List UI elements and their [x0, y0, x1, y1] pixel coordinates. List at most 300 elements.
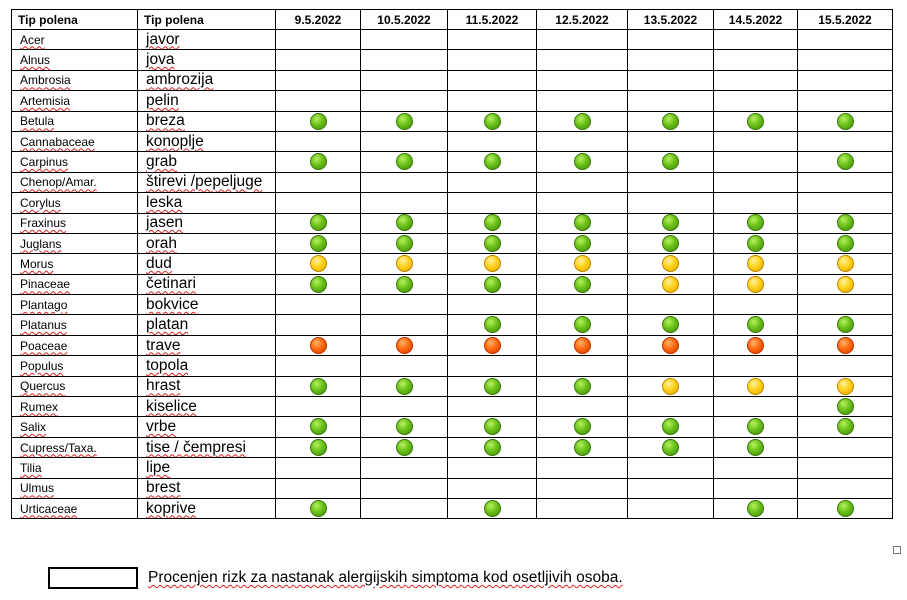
- risk-cell: [448, 111, 537, 131]
- pollen-latin-label: Pinaceae: [20, 277, 71, 292]
- risk-cell: [448, 91, 537, 111]
- risk-yellow-dot-icon: [662, 276, 679, 293]
- risk-cell: [537, 397, 628, 417]
- pollen-local-name: [138, 30, 276, 50]
- risk-cell: [361, 254, 448, 274]
- risk-green-dot-icon: [747, 418, 764, 435]
- risk-cell: [361, 193, 448, 213]
- pollen-latin-label: Corylus: [20, 195, 61, 210]
- risk-green-dot-icon: [837, 113, 854, 130]
- risk-cell: [798, 335, 893, 355]
- risk-green-dot-icon: [310, 378, 327, 395]
- table-row: [12, 315, 893, 335]
- risk-cell: [361, 437, 448, 457]
- risk-cell: [361, 111, 448, 131]
- pollen-latin-label: Fraxinus: [20, 216, 67, 231]
- risk-cell: [361, 498, 448, 518]
- risk-green-dot-icon: [484, 113, 501, 130]
- pollen-local-name: [138, 498, 276, 518]
- pollen-latin-name: [12, 376, 138, 396]
- risk-green-dot-icon: [396, 153, 413, 170]
- pollen-local-label: leska: [146, 193, 183, 211]
- risk-cell: [276, 335, 361, 355]
- pollen-latin-name: [12, 193, 138, 213]
- risk-yellow-dot-icon: [837, 378, 854, 395]
- risk-green-dot-icon: [310, 153, 327, 170]
- risk-cell: [361, 458, 448, 478]
- risk-green-dot-icon: [310, 235, 327, 252]
- pollen-latin-name: [12, 111, 138, 131]
- pollen-latin-label: Ambrosia: [20, 73, 71, 88]
- risk-cell: [798, 254, 893, 274]
- risk-green-dot-icon: [662, 113, 679, 130]
- risk-yellow-dot-icon: [662, 378, 679, 395]
- risk-cell: [276, 233, 361, 253]
- pollen-latin-name: [12, 335, 138, 355]
- risk-cell: [448, 397, 537, 417]
- pollen-latin-name: [12, 295, 138, 315]
- risk-cell: [448, 254, 537, 274]
- pollen-local-name: [138, 437, 276, 457]
- table-row: [12, 498, 893, 518]
- pollen-latin-label: Artemisia: [20, 93, 71, 108]
- risk-cell: [537, 193, 628, 213]
- risk-cell: [448, 315, 537, 335]
- risk-green-dot-icon: [837, 398, 854, 415]
- risk-cell: [628, 111, 714, 131]
- risk-cell: [448, 172, 537, 192]
- table-row: [12, 254, 893, 274]
- pollen-local-name: [138, 335, 276, 355]
- risk-yellow-dot-icon: [396, 255, 413, 272]
- pollen-local-label: lipe: [146, 458, 171, 476]
- risk-cell: [798, 30, 893, 50]
- risk-green-dot-icon: [837, 153, 854, 170]
- risk-cell: [628, 233, 714, 253]
- risk-cell: [628, 437, 714, 457]
- pollen-local-name: [138, 50, 276, 70]
- risk-green-dot-icon: [310, 214, 327, 231]
- risk-cell: [628, 335, 714, 355]
- risk-cell: [537, 315, 628, 335]
- pollen-local-name: [138, 131, 276, 151]
- risk-cell: [361, 91, 448, 111]
- pollen-latin-name: [12, 356, 138, 376]
- risk-cell: [448, 458, 537, 478]
- risk-green-dot-icon: [747, 439, 764, 456]
- risk-cell: [714, 111, 798, 131]
- risk-cell: [276, 458, 361, 478]
- risk-green-dot-icon: [484, 214, 501, 231]
- risk-cell: [276, 315, 361, 335]
- pollen-latin-name: [12, 213, 138, 233]
- pollen-table: [11, 9, 893, 519]
- pollen-local-name: [138, 356, 276, 376]
- risk-yellow-dot-icon: [837, 255, 854, 272]
- risk-cell: [361, 356, 448, 376]
- pollen-latin-name: [12, 50, 138, 70]
- risk-red-dot-icon: [484, 337, 501, 354]
- pollen-local-label: hrast: [146, 377, 181, 395]
- risk-cell: [361, 152, 448, 172]
- risk-green-dot-icon: [310, 113, 327, 130]
- risk-green-dot-icon: [837, 418, 854, 435]
- risk-green-dot-icon: [396, 276, 413, 293]
- header-row: [12, 10, 893, 30]
- risk-cell: [714, 152, 798, 172]
- risk-cell: [798, 233, 893, 253]
- risk-cell: [276, 356, 361, 376]
- pollen-local-label: vrbe: [146, 418, 177, 436]
- risk-cell: [628, 70, 714, 90]
- table-row: [12, 152, 893, 172]
- legend-text: Procenjen rizk za nastanak alergijskih simptoma kod osetljivih osoba.: [148, 569, 623, 586]
- risk-cell: [537, 213, 628, 233]
- pollen-local-label: orah: [146, 234, 178, 252]
- pollen-latin-label: Cupress/Taxa.: [20, 440, 97, 455]
- risk-green-dot-icon: [747, 214, 764, 231]
- pollen-latin-name: [12, 30, 138, 50]
- pollen-latin-label: Plantago: [20, 297, 68, 312]
- risk-green-dot-icon: [484, 500, 501, 517]
- risk-green-dot-icon: [484, 316, 501, 333]
- risk-cell: [628, 397, 714, 417]
- risk-cell: [714, 213, 798, 233]
- risk-green-dot-icon: [396, 113, 413, 130]
- pollen-local-name: [138, 111, 276, 131]
- risk-cell: [276, 478, 361, 498]
- risk-cell: [361, 172, 448, 192]
- pollen-latin-label: Ulmus: [20, 481, 55, 496]
- header-date: 12.5.2022: [537, 10, 628, 30]
- pollen-local-label: bokvice: [146, 295, 199, 313]
- risk-cell: [798, 152, 893, 172]
- table-row: [12, 193, 893, 213]
- risk-cell: [714, 50, 798, 70]
- pollen-latin-name: [12, 397, 138, 417]
- risk-cell: [361, 295, 448, 315]
- risk-cell: [276, 111, 361, 131]
- pollen-latin-label: Betula: [20, 114, 55, 129]
- risk-green-dot-icon: [662, 214, 679, 231]
- risk-cell: [537, 274, 628, 294]
- risk-yellow-dot-icon: [484, 255, 501, 272]
- pollen-local-label: jasen: [146, 214, 184, 232]
- risk-cell: [361, 335, 448, 355]
- risk-cell: [276, 131, 361, 151]
- pollen-local-label: konoplje: [146, 132, 204, 150]
- pollen-latin-name: [12, 458, 138, 478]
- risk-green-dot-icon: [837, 235, 854, 252]
- risk-cell: [276, 193, 361, 213]
- risk-cell: [628, 417, 714, 437]
- risk-cell: [714, 274, 798, 294]
- pollen-latin-name: [12, 233, 138, 253]
- risk-cell: [361, 131, 448, 151]
- risk-cell: [448, 376, 537, 396]
- risk-cell: [798, 50, 893, 70]
- pollen-latin-label: Populus: [20, 358, 64, 373]
- risk-green-dot-icon: [396, 418, 413, 435]
- risk-cell: [798, 172, 893, 192]
- table-row: [12, 172, 893, 192]
- pollen-latin-label: Morus: [20, 256, 54, 271]
- risk-green-dot-icon: [662, 439, 679, 456]
- risk-cell: [714, 233, 798, 253]
- risk-cell: [714, 131, 798, 151]
- risk-red-dot-icon: [747, 337, 764, 354]
- risk-cell: [798, 478, 893, 498]
- risk-cell: [276, 50, 361, 70]
- risk-cell: [361, 397, 448, 417]
- risk-cell: [537, 172, 628, 192]
- risk-cell: [361, 213, 448, 233]
- pollen-local-name: [138, 315, 276, 335]
- risk-green-dot-icon: [310, 276, 327, 293]
- risk-cell: [714, 458, 798, 478]
- risk-green-dot-icon: [747, 500, 764, 517]
- risk-cell: [276, 295, 361, 315]
- risk-cell: [448, 152, 537, 172]
- risk-cell: [628, 193, 714, 213]
- pollen-local-label: štirevi /pepeljuge: [146, 173, 263, 191]
- risk-cell: [628, 498, 714, 518]
- risk-cell: [276, 30, 361, 50]
- risk-cell: [798, 193, 893, 213]
- table-row: [12, 417, 893, 437]
- risk-cell: [448, 356, 537, 376]
- table-row: [12, 376, 893, 396]
- risk-cell: [714, 397, 798, 417]
- risk-cell: [448, 295, 537, 315]
- pollen-latin-label: Salix: [20, 420, 47, 435]
- pollen-local-label: javor: [146, 30, 180, 48]
- risk-green-dot-icon: [837, 316, 854, 333]
- risk-green-dot-icon: [310, 500, 327, 517]
- risk-cell: [537, 356, 628, 376]
- risk-green-dot-icon: [396, 378, 413, 395]
- pollen-local-name: [138, 172, 276, 192]
- risk-green-dot-icon: [396, 235, 413, 252]
- risk-cell: [448, 417, 537, 437]
- risk-cell: [448, 70, 537, 90]
- risk-red-dot-icon: [837, 337, 854, 354]
- risk-cell: [537, 458, 628, 478]
- risk-cell: [798, 397, 893, 417]
- risk-yellow-dot-icon: [310, 255, 327, 272]
- risk-cell: [628, 172, 714, 192]
- pollen-latin-name: [12, 152, 138, 172]
- pollen-latin-name: [12, 70, 138, 90]
- pollen-local-name: [138, 458, 276, 478]
- risk-cell: [798, 376, 893, 396]
- risk-green-dot-icon: [747, 316, 764, 333]
- risk-cell: [537, 91, 628, 111]
- risk-green-dot-icon: [484, 235, 501, 252]
- risk-cell: [537, 70, 628, 90]
- risk-cell: [276, 91, 361, 111]
- risk-red-dot-icon: [310, 337, 327, 354]
- risk-cell: [714, 91, 798, 111]
- pollen-latin-name: [12, 274, 138, 294]
- risk-cell: [276, 152, 361, 172]
- header-date: 13.5.2022: [628, 10, 714, 30]
- pollen-local-name: [138, 254, 276, 274]
- table-row: [12, 91, 893, 111]
- table-row: [12, 437, 893, 457]
- risk-cell: [448, 213, 537, 233]
- pollen-local-label: grab: [146, 153, 178, 171]
- risk-green-dot-icon: [574, 276, 591, 293]
- table-resize-handle[interactable]: [893, 546, 901, 554]
- risk-cell: [537, 233, 628, 253]
- pollen-local-label: trave: [146, 336, 181, 354]
- pollen-latin-name: [12, 91, 138, 111]
- risk-cell: [798, 315, 893, 335]
- risk-cell: [628, 356, 714, 376]
- risk-cell: [798, 356, 893, 376]
- risk-cell: [537, 254, 628, 274]
- risk-cell: [537, 152, 628, 172]
- risk-cell: [361, 233, 448, 253]
- pollen-local-name: [138, 152, 276, 172]
- table-row: [12, 70, 893, 90]
- risk-cell: [798, 91, 893, 111]
- risk-cell: [714, 498, 798, 518]
- header-date: 10.5.2022: [361, 10, 448, 30]
- pollen-local-label: tise / čempresi: [146, 438, 246, 456]
- risk-cell: [628, 30, 714, 50]
- pollen-latin-label: Urticaceae: [20, 501, 78, 516]
- risk-cell: [714, 478, 798, 498]
- table-row: [12, 213, 893, 233]
- risk-green-dot-icon: [662, 153, 679, 170]
- risk-cell: [276, 70, 361, 90]
- pollen-latin-name: [12, 315, 138, 335]
- pollen-local-name: [138, 376, 276, 396]
- risk-red-dot-icon: [662, 337, 679, 354]
- risk-red-dot-icon: [396, 337, 413, 354]
- pollen-local-label: koprive: [146, 499, 196, 517]
- risk-cell: [798, 70, 893, 90]
- risk-green-dot-icon: [662, 418, 679, 435]
- risk-cell: [537, 50, 628, 70]
- risk-green-dot-icon: [837, 500, 854, 517]
- risk-cell: [714, 172, 798, 192]
- risk-cell: [628, 254, 714, 274]
- table-row: [12, 335, 893, 355]
- risk-cell: [276, 437, 361, 457]
- risk-cell: [537, 437, 628, 457]
- pollen-local-name: [138, 193, 276, 213]
- header-local: Tip polena: [138, 10, 276, 30]
- risk-cell: [361, 478, 448, 498]
- risk-cell: [276, 376, 361, 396]
- risk-green-dot-icon: [484, 439, 501, 456]
- risk-cell: [537, 30, 628, 50]
- pollen-local-name: [138, 417, 276, 437]
- risk-cell: [714, 417, 798, 437]
- risk-green-dot-icon: [574, 418, 591, 435]
- risk-cell: [276, 254, 361, 274]
- risk-cell: [361, 417, 448, 437]
- risk-cell: [714, 376, 798, 396]
- risk-green-dot-icon: [574, 316, 591, 333]
- pollen-table-body: [12, 30, 893, 519]
- table-row: [12, 30, 893, 50]
- table-row: [12, 478, 893, 498]
- risk-cell: [361, 70, 448, 90]
- pollen-latin-label: Tilia: [20, 460, 42, 475]
- risk-cell: [276, 213, 361, 233]
- pollen-latin-label: Poaceae: [20, 338, 68, 353]
- risk-green-dot-icon: [396, 214, 413, 231]
- risk-cell: [798, 274, 893, 294]
- risk-cell: [798, 295, 893, 315]
- pollen-local-name: [138, 478, 276, 498]
- risk-cell: [361, 376, 448, 396]
- risk-cell: [537, 498, 628, 518]
- risk-green-dot-icon: [484, 418, 501, 435]
- risk-green-dot-icon: [662, 235, 679, 252]
- pollen-latin-label: Juglans: [20, 236, 62, 251]
- risk-green-dot-icon: [484, 378, 501, 395]
- risk-green-dot-icon: [662, 316, 679, 333]
- risk-cell: [798, 131, 893, 151]
- pollen-local-name: [138, 213, 276, 233]
- risk-cell: [537, 417, 628, 437]
- risk-green-dot-icon: [484, 276, 501, 293]
- risk-cell: [448, 478, 537, 498]
- risk-cell: [628, 478, 714, 498]
- table-row: [12, 131, 893, 151]
- table-row: [12, 295, 893, 315]
- pollen-local-label: brest: [146, 479, 181, 497]
- risk-cell: [537, 478, 628, 498]
- risk-yellow-dot-icon: [747, 276, 764, 293]
- risk-yellow-dot-icon: [574, 255, 591, 272]
- risk-yellow-dot-icon: [747, 378, 764, 395]
- table-row: [12, 111, 893, 131]
- risk-cell: [537, 295, 628, 315]
- risk-cell: [628, 213, 714, 233]
- table-row: [12, 397, 893, 417]
- pollen-latin-label: Carpinus: [20, 155, 69, 170]
- risk-cell: [628, 376, 714, 396]
- risk-cell: [448, 193, 537, 213]
- risk-yellow-dot-icon: [747, 255, 764, 272]
- header-latin: Tip polena: [12, 10, 138, 30]
- pollen-latin-label: Rumex: [20, 399, 59, 414]
- pollen-local-label: dud: [146, 254, 172, 272]
- risk-cell: [537, 335, 628, 355]
- header-date: 14.5.2022: [714, 10, 798, 30]
- risk-cell: [537, 131, 628, 151]
- risk-yellow-dot-icon: [662, 255, 679, 272]
- risk-green-dot-icon: [310, 439, 327, 456]
- pollen-latin-name: [12, 131, 138, 151]
- header-date: 11.5.2022: [448, 10, 537, 30]
- risk-cell: [361, 315, 448, 335]
- risk-cell: [276, 417, 361, 437]
- table-row: [12, 458, 893, 478]
- risk-cell: [714, 295, 798, 315]
- risk-cell: [628, 295, 714, 315]
- risk-cell: [628, 315, 714, 335]
- risk-cell: [798, 213, 893, 233]
- pollen-local-label: jova: [146, 51, 175, 69]
- risk-green-dot-icon: [574, 439, 591, 456]
